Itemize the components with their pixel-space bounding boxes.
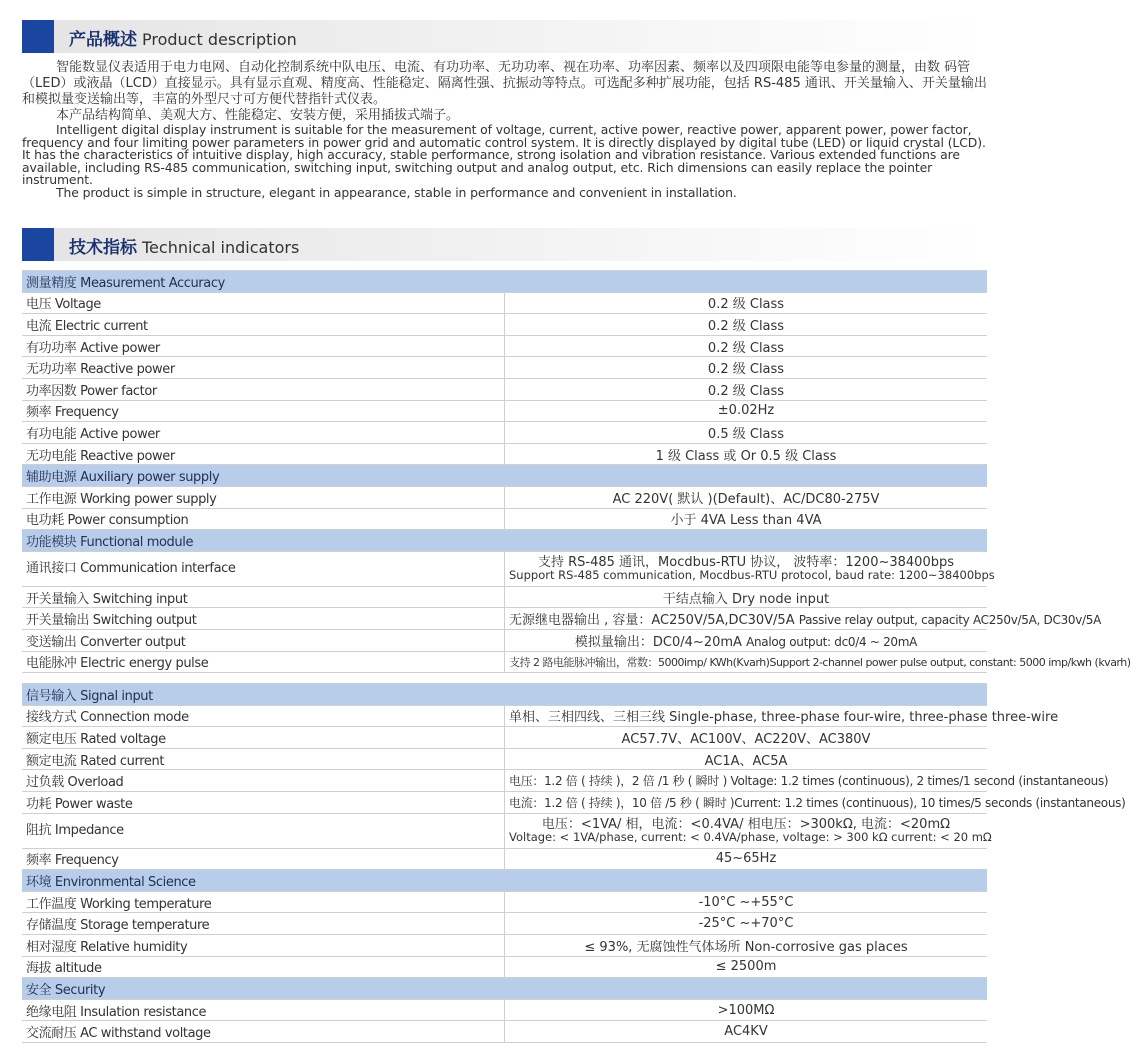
row-value: AC57.7V、AC100V、AC220V、AC380V [505, 727, 988, 749]
row-label: 海拔 altitude [22, 956, 505, 978]
row-label: 无功电能 Reactive power [22, 443, 505, 465]
spacer-row [22, 673, 987, 684]
table-row [22, 935, 987, 957]
row-value: 0.2 级 Class [505, 314, 988, 336]
row-value: >100MΩ [505, 999, 988, 1021]
table-row [22, 314, 987, 336]
row-label: 接线方式 Connection mode [22, 705, 505, 727]
table-row [22, 999, 987, 1021]
category-label: 测量精度 Measurement Accuracy [22, 271, 987, 293]
value-line-zh: 电压：<1VA/ 相，电流：<0.4VA/ 相电压：>300kΩ, 电流：<20mΩ [541, 816, 951, 832]
category-label: 功能模块 Functional module [22, 530, 987, 552]
row-value: 0.2 级 Class [505, 292, 988, 314]
value-zh: 模拟量输出：DC0/4~20mA [574, 634, 742, 650]
table-row [22, 913, 987, 935]
row-value: 45~65Hz [505, 848, 988, 870]
category-row [22, 271, 987, 293]
row-value: AC4KV [505, 1021, 988, 1043]
row-label: 有功功率 Active power [22, 335, 505, 357]
row-label: 电压 Voltage [22, 292, 505, 314]
value-line-en: Voltage: < 1VA/phase, current: < 0.4VA/phase, voltage: > 300 kΩ current: < 20 mΩ [509, 829, 992, 844]
table-row [22, 956, 987, 978]
section-title: 产品概述 Product description [69, 30, 297, 50]
table-row [22, 292, 987, 314]
row-label: 功率因数 Power factor [22, 378, 505, 400]
table-row [22, 608, 987, 630]
table-row [22, 357, 987, 379]
row-label: 工作温度 Working temperature [22, 891, 505, 913]
table-row [22, 586, 987, 608]
table-row [22, 848, 987, 870]
row-value: ±0.02Hz [505, 400, 988, 422]
value-line-en: Support RS-485 communication, Mocdbus-RTU protocol, baud rate: 1200~38400bps [509, 567, 995, 582]
row-label: 存储温度 Storage temperature [22, 913, 505, 935]
row-label: 额定电流 Rated current [22, 748, 505, 770]
row-value: -10°C ~+55°C [505, 891, 988, 913]
value-line-zh: 支持 RS-485 通讯，Mocdbus-RTU 协议， 波特率：1200~38400bps [538, 554, 954, 570]
table-row [22, 705, 987, 727]
row-label: 有功电能 Active power [22, 422, 505, 444]
table-row [22, 486, 987, 508]
category-label: 安全 Security [22, 978, 987, 1000]
row-value: 1 级 Class 或 Or 0.5 级 Class [505, 443, 988, 465]
category-row [22, 870, 987, 892]
description-en-paragraph: The product is simple in structure, elegant in appearance, stable in performance and convenient in installation. [56, 184, 737, 200]
value-zh: 无源继电器输出 , 容量：AC250V/5A,DC30V/5A [509, 613, 795, 629]
row-value [505, 551, 995, 586]
row-label: 工作电源 Working power supply [22, 486, 505, 508]
row-label: 额定电压 Rated voltage [22, 727, 505, 749]
row-value: 单相、三相四线、三相三线 Single-phase, three-phase four-wire, three-phase three-wire [505, 705, 988, 727]
table-row [22, 443, 987, 465]
row-label: 过负载 Overload [22, 770, 505, 792]
section-header-technical [22, 228, 985, 261]
spec-table [22, 270, 1131, 1043]
row-label: 频率 Frequency [22, 400, 505, 422]
category-row [22, 684, 987, 706]
row-value [505, 629, 988, 651]
section-marker [22, 20, 54, 53]
row-value: 0.2 级 Class [505, 378, 988, 400]
row-label: 电流 Electric current [22, 314, 505, 336]
table-row [22, 748, 987, 770]
table-row [22, 422, 987, 444]
category-label: 辅助电源 Auxiliary power supply [22, 465, 987, 487]
table-row [22, 508, 987, 530]
value-zh: 支持 2 路电能脉冲输出，常数：5000imp/ KWh(Kvarh) [509, 655, 770, 669]
row-value [505, 608, 1102, 630]
table-row [22, 891, 987, 913]
table-row [22, 400, 987, 422]
row-value [505, 651, 1131, 673]
category-row [22, 530, 987, 552]
section-header-product [22, 20, 985, 53]
section-marker [22, 228, 54, 261]
category-row [22, 465, 987, 487]
row-label: 电功耗 Power consumption [22, 508, 505, 530]
row-label: 阻抗 Impedance [22, 813, 505, 848]
row-value: 0.2 级 Class [505, 335, 988, 357]
row-label: 交流耐压 AC withstand voltage [22, 1021, 505, 1043]
row-value: 电流：1.2 倍 ( 持续 )，10 倍 /5 秒 ( 瞬时 )Current: 1.2 times (continuous), 10 times/5 seconds (instantaneous) [505, 792, 988, 814]
table-row [22, 792, 987, 814]
table-row [22, 629, 987, 651]
row-label: 开关量输入 Switching input [22, 586, 505, 608]
row-value: AC 220V( 默认 )(Default)、AC/DC80-275V [505, 486, 988, 508]
row-label: 无功功率 Reactive power [22, 357, 505, 379]
table-row [22, 770, 987, 792]
row-label: 电能脉冲 Electric energy pulse [22, 651, 505, 673]
value-en: Passive relay output, capacity AC250v/5A, DC30v/5A [798, 613, 1102, 628]
description-en-paragraph: Intelligent digital display instrument is suitable for the measurement of voltage, current, active power, reactive power, apparent power, power factor, frequency and four limiting power parameters in power grid and automatic control system. It is directly displayed by digital tube (LED) or liquid crystal (LCD). It has the characteristics of intuitive display, high accuracy, stable performance, strong isolation and vibration resistance. Various extended functions are available, including RS-485 communication, switching input, switching output and analog output, etc. Rich dimensions can easily replace the pointer instrument. [22, 122, 986, 187]
table-row [22, 651, 987, 673]
row-value: ≤ 93%, 无腐蚀性气体场所 Non-corrosive gas places [505, 935, 988, 957]
row-label: 频率 Frequency [22, 848, 505, 870]
table-row [22, 335, 987, 357]
row-value: 0.5 级 Class [505, 422, 988, 444]
row-label: 变送输出 Converter output [22, 629, 505, 651]
row-value: 0.2 级 Class [505, 357, 988, 379]
row-label: 通讯接口 Communication interface [22, 551, 505, 586]
section-title: 技术指标 Technical indicators [69, 238, 300, 258]
table-row [22, 1021, 987, 1043]
row-label: 相对湿度 Relative humidity [22, 935, 505, 957]
category-label: 环境 Environmental Science [22, 870, 987, 892]
row-value: 小于 4VA Less than 4VA [505, 508, 988, 530]
description-zh-paragraph: 智能数显仪表适用于电力电网、自动化控制系统中队电压、电流、有功功率、无功功率、视在功率、功率因素、频率以及四项限电能等电参量的测量，由数 码管（LED）或液晶（LCD）直接显示。具有显示直观、精度高、性能稳定、隔离性强、抗振动等特点。可选配多种扩展功能，包括 RS-485 通讯、开关量输入、开关量输出和模拟量变送输出等，丰富的外型尺寸可方便代替指针式仪表。 [22, 60, 987, 107]
row-label: 功耗 Power waste [22, 792, 505, 814]
row-value: 干结点输入 Dry node input [505, 586, 988, 608]
table-row [22, 727, 987, 749]
table-row [22, 551, 987, 586]
category-row [22, 978, 987, 1000]
row-value: -25°C ~+70°C [505, 913, 988, 935]
row-value [505, 813, 992, 848]
row-value: AC1A、AC5A [505, 748, 988, 770]
product-description [22, 60, 987, 199]
row-value: ≤ 2500m [505, 956, 988, 978]
value-en: Analog output: dc0/4 ~ 20mA [746, 634, 918, 649]
value-en: Support 2-channel power pulse output, constant: 5000 imp/kwh (kvarh) [769, 655, 1131, 669]
category-label: 信号输入 Signal input [22, 684, 987, 706]
table-row [22, 813, 987, 848]
row-value: 电压：1.2 倍 ( 持续 )，2 倍 /1 秒 ( 瞬时 ) Voltage: 1.2 times (continuous), 2 times/1 second (instantaneous) [505, 770, 988, 792]
table-row [22, 378, 987, 400]
description-zh-paragraph: 本产品结构简单、美观大方、性能稳定、安装方便，采用插拔式端子。 [56, 108, 460, 123]
row-label: 开关量输出 Switching output [22, 608, 505, 630]
row-label: 绝缘电阻 Insulation resistance [22, 999, 505, 1021]
